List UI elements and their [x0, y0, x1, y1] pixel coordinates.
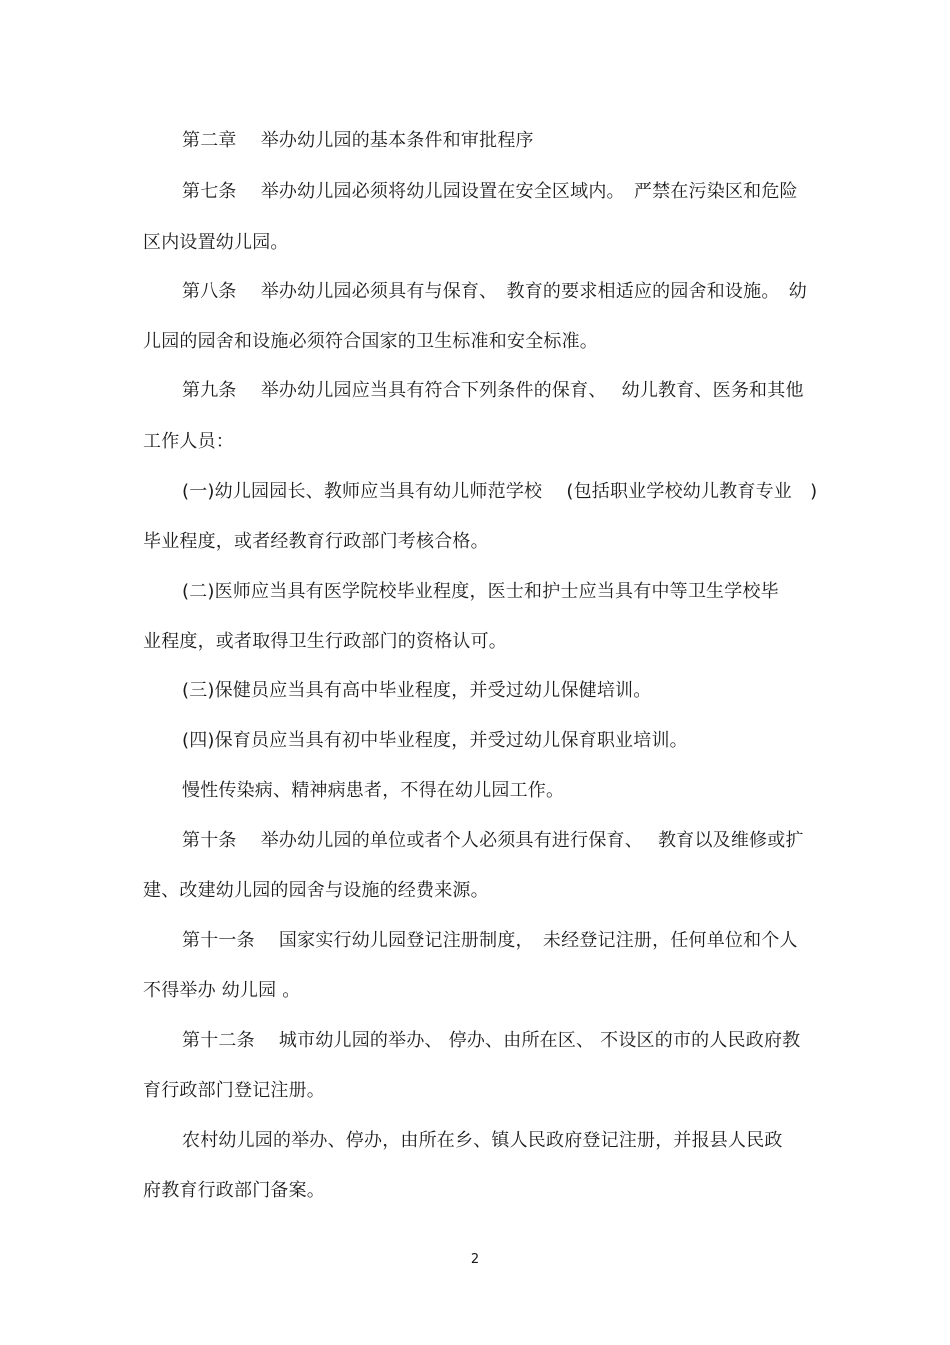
article-10-line-1: 第十条 举办幼儿园的单位或者个人必须具有进行保育、 教育以及维修或扩 [182, 830, 804, 851]
item-3-line: (三)保健员应当具有高中毕业程度，并受过幼儿保健培训。 [182, 680, 652, 701]
article-12-line-1: 第十二条 城市幼儿园的举办、 停办、由所在区、 不设区的市的人民政府教 [182, 1030, 801, 1051]
article-8-line-1: 第八条 举办幼儿园必须具有与保育、 教育的要求相适应的园舍和设施。 幼 [182, 281, 807, 302]
item-1-line-1: (一)幼儿园园长、教师应当具有幼儿师范学校 (包括职业学校幼儿教育专业 ) [182, 481, 818, 502]
article-9-line-2: 工作人员： [143, 431, 234, 452]
rural-clause-line-1: 农村幼儿园的举办、停办，由所在乡、镇人民政府登记注册，并报县人民政 [182, 1130, 783, 1151]
article-10-line-2: 建、改建幼儿园的园舍与设施的经费来源。 [143, 880, 489, 901]
article-8-line-2: 儿园的园舍和设施必须符合国家的卫生标准和安全标准。 [143, 331, 598, 352]
article-12-line-2: 育行政部门登记注册。 [143, 1080, 325, 1101]
article-7-line-2: 区内设置幼儿园。 [143, 232, 289, 253]
rural-clause-line-2: 府教育行政部门备案。 [143, 1180, 325, 1201]
item-2-line-1: (二)医师应当具有医学院校毕业程度，医士和护士应当具有中等卫生学校毕 [182, 581, 779, 602]
article-9-line-1: 第九条 举办幼儿园应当具有符合下列条件的保育、 幼儿教育、医务和其他 [182, 380, 804, 401]
article-11-line-2: 不得举办 幼儿园 。 [143, 980, 301, 1001]
item-4-line: (四)保育员应当具有初中毕业程度，并受过幼儿保育职业培训。 [182, 730, 688, 751]
chapter-heading: 第二章 举办幼儿园的基本条件和审批程序 [182, 130, 534, 151]
item-1-line-2: 毕业程度，或者经教育行政部门考核合格。 [143, 531, 489, 552]
article-7-line-1: 第七条 举办幼儿园必须将幼儿园设置在安全区域内。 严禁在污染区和危险 [182, 181, 798, 202]
item-2-line-2: 业程度，或者取得卫生行政部门的资格认可。 [143, 631, 507, 652]
page-number: 2 [470, 1252, 480, 1267]
article-11-line-1: 第十一条 国家实行幼儿园登记注册制度， 未经登记注册，任何单位和个人 [182, 930, 798, 951]
illness-clause-line: 慢性传染病、精神病患者，不得在幼儿园工作。 [182, 780, 565, 801]
